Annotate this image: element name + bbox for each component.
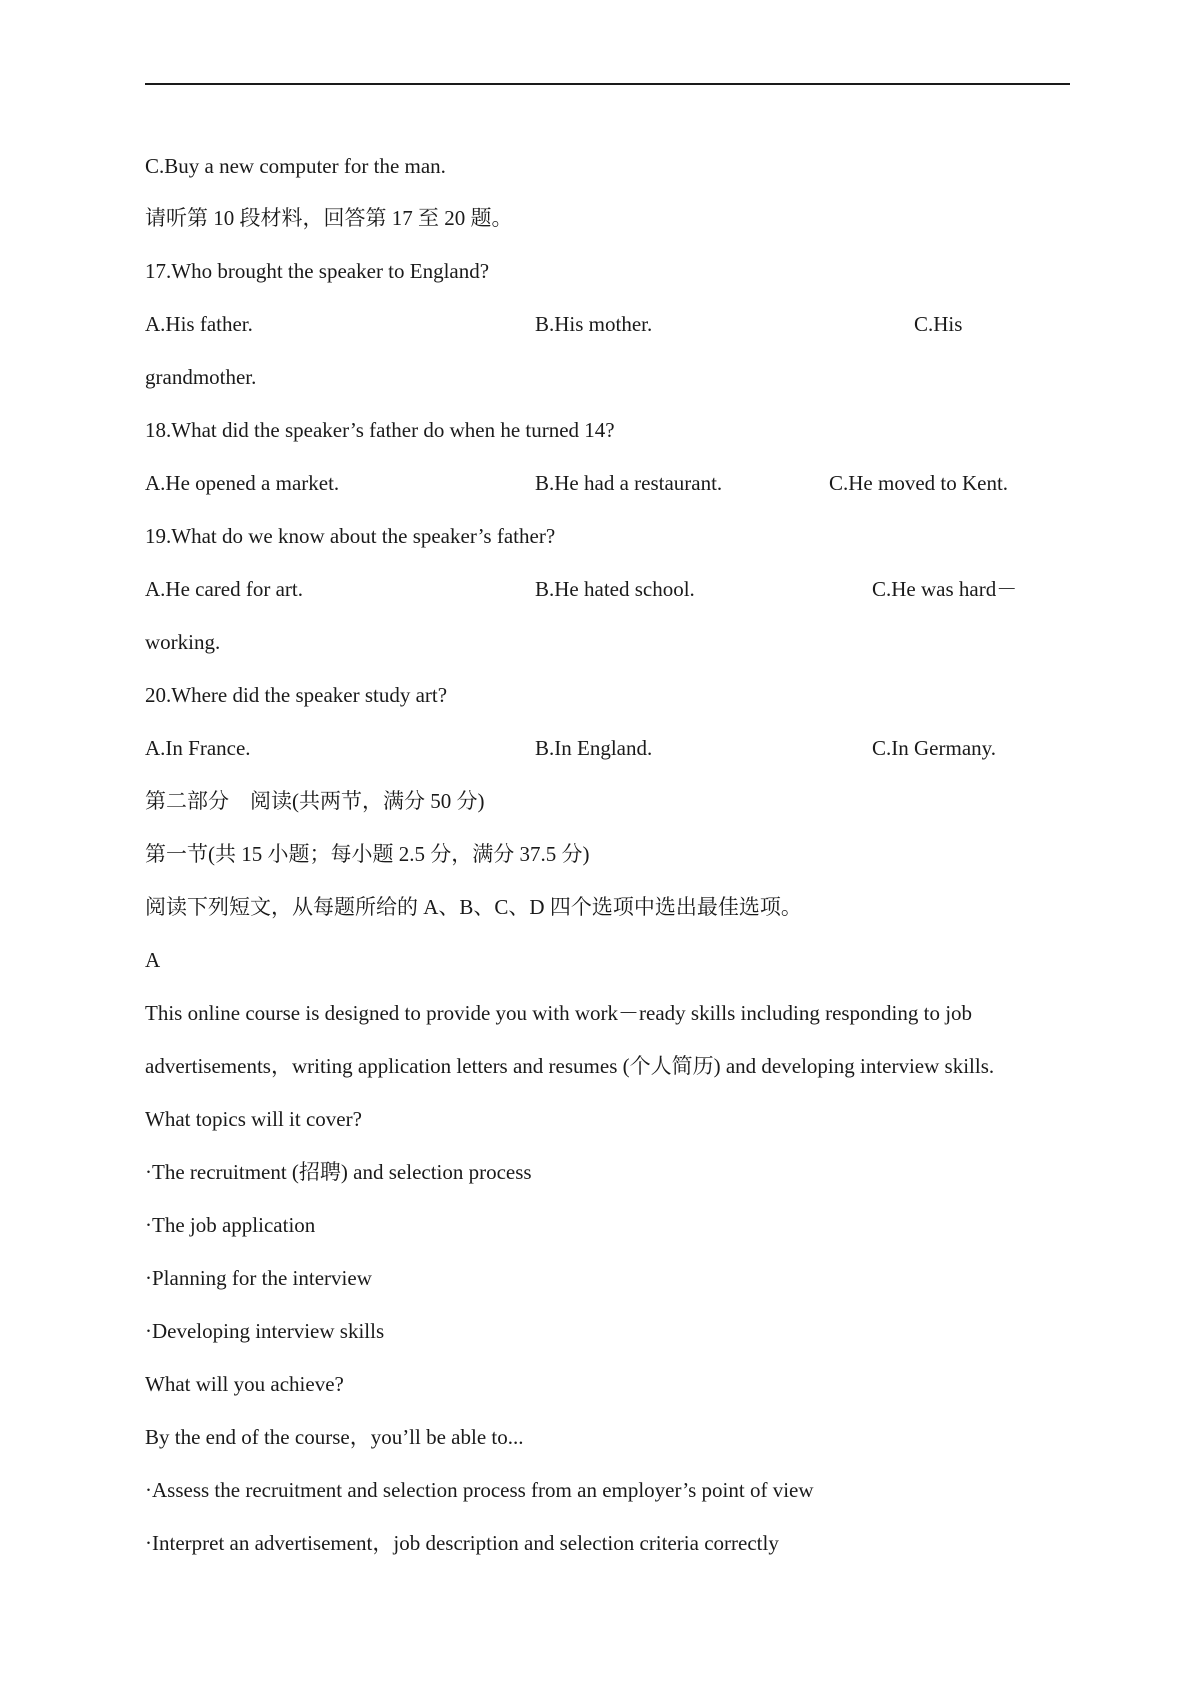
q17-option-c: C.His xyxy=(914,312,963,336)
achieve-item-2: ·Interpret an advertisement，job description and selection criteria correctly xyxy=(145,1531,779,1555)
question-17: 17.Who brought the speaker to England? xyxy=(145,259,490,283)
topic-item-4: ·Developing interview skills xyxy=(145,1319,385,1343)
q20-option-b: B.In England. xyxy=(535,736,653,760)
q17-option-b: B.His mother. xyxy=(535,312,653,336)
q19-option-c: C.He was hard－ xyxy=(872,577,1018,601)
passage-line-1: This online course is designed to provide you with work－ready skills including responding to job xyxy=(145,1001,973,1025)
passage-label: A xyxy=(145,948,161,972)
question-19: 19.What do we know about the speaker’s father? xyxy=(145,524,556,548)
achieve-intro: By the end of the course，you’ll be able to... xyxy=(145,1425,524,1449)
option-c-previous: C.Buy a new computer for the man. xyxy=(145,154,446,178)
q19-option-b: B.He hated school. xyxy=(535,577,695,601)
topic-item-3: ·Planning for the interview xyxy=(145,1266,372,1290)
q17-option-a: A.His father. xyxy=(145,312,253,336)
q20-option-c: C.In Germany. xyxy=(872,736,997,760)
q20-option-a: A.In France. xyxy=(145,736,251,760)
q18-option-b: B.He had a restaurant. xyxy=(535,471,723,495)
reading-instruction: 阅读下列短文，从每题所给的 A、B、C、D 四个选项中选出最佳选项。 xyxy=(145,895,802,919)
topics-heading: What topics will it cover? xyxy=(145,1107,362,1131)
q18-option-a: A.He opened a market. xyxy=(145,471,340,495)
achieve-heading: What will you achieve? xyxy=(145,1372,344,1396)
section-one-heading: 第一节(共 15 小题；每小题 2.5 分，满分 37.5 分) xyxy=(145,842,590,866)
topic-item-1: ·The recruitment (招聘) and selection process xyxy=(145,1160,532,1184)
achieve-item-1: ·Assess the recruitment and selection process from an employer’s point of view xyxy=(145,1478,814,1502)
q18-option-c: C.He moved to Kent. xyxy=(829,471,1009,495)
q19-option-c-continued: working. xyxy=(145,630,221,654)
part-two-heading: 第二部分 阅读(共两节，满分 50 分) xyxy=(145,789,485,813)
listening-instruction: 请听第 10 段材料，回答第 17 至 20 题。 xyxy=(145,206,513,230)
topic-item-2: ·The job application xyxy=(145,1213,316,1237)
question-20: 20.Where did the speaker study art? xyxy=(145,683,448,707)
q17-option-c-continued: grandmother. xyxy=(145,365,257,389)
question-18: 18.What did the speaker’s father do when he turned 14? xyxy=(145,418,615,442)
passage-line-2: advertisements，writing application letters and resumes (个人简历) and developing interview skills. xyxy=(145,1054,995,1078)
q19-option-a: A.He cared for art. xyxy=(145,577,303,601)
header-rule xyxy=(145,83,1070,85)
